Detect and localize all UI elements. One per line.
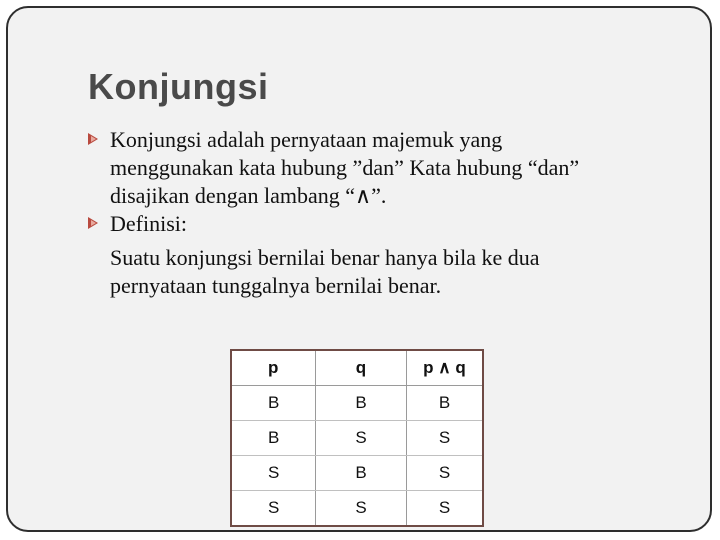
bullet-line: disajikan dengan lambang “∧”. bbox=[110, 183, 387, 208]
table-cell: B bbox=[231, 386, 316, 421]
table-cell: B bbox=[316, 456, 407, 491]
bullet-line: menggunakan kata hubung ”dan” Kata hubung “dan” bbox=[110, 155, 580, 180]
slide-title: Konjungsi bbox=[88, 66, 269, 107]
column-header-p-and-q: p ∧ q bbox=[407, 350, 484, 386]
table-row bbox=[231, 491, 483, 527]
table-cell: S bbox=[407, 491, 484, 527]
table-header-row bbox=[231, 350, 483, 386]
table-cell: B bbox=[407, 386, 484, 421]
definition-line: pernyataan tunggalnya bernilai benar. bbox=[110, 273, 442, 298]
slide bbox=[6, 6, 712, 532]
definition-line: Suatu konjungsi bernilai benar hanya bila ke dua bbox=[110, 245, 540, 270]
slide-content bbox=[88, 126, 688, 300]
bullet-item bbox=[88, 210, 688, 238]
table-cell: S bbox=[407, 456, 484, 491]
arrow-bullet-icon bbox=[88, 217, 98, 229]
arrow-bullet-icon bbox=[88, 133, 98, 145]
table-cell: B bbox=[316, 386, 407, 421]
table-row bbox=[231, 421, 483, 456]
table-row bbox=[231, 456, 483, 491]
column-header-p: p bbox=[231, 350, 316, 386]
table-cell: S bbox=[231, 456, 316, 491]
truth-table bbox=[230, 349, 484, 527]
table-cell: S bbox=[316, 421, 407, 456]
table-cell: B bbox=[231, 421, 316, 456]
bullet-item bbox=[88, 126, 688, 210]
bullet-line: Konjungsi adalah pernyataan majemuk yang bbox=[110, 127, 503, 152]
bullet-line: Definisi: bbox=[110, 211, 187, 236]
column-header-q: q bbox=[316, 350, 407, 386]
table-cell: S bbox=[231, 491, 316, 527]
table-cell: S bbox=[407, 421, 484, 456]
table-cell: S bbox=[316, 491, 407, 527]
definition-text bbox=[88, 244, 688, 300]
table-row bbox=[231, 386, 483, 421]
